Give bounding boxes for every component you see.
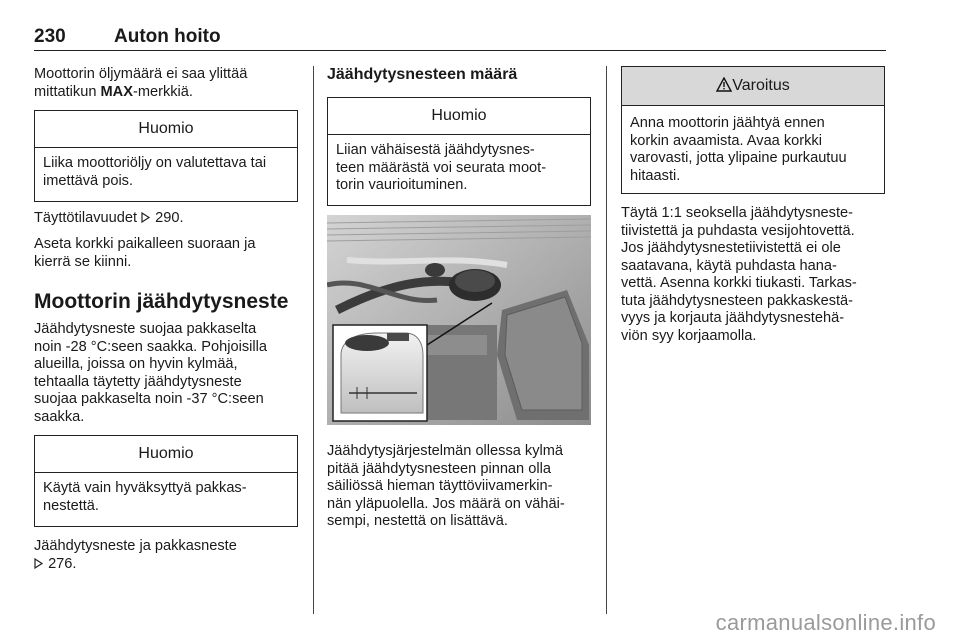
- intro-line-1: Moottorin öljymäärä ei saa ylittää: [34, 66, 248, 82]
- warning-box: [621, 66, 885, 194]
- engine-bay-photo: [327, 215, 591, 425]
- note-line: Liian vähäisestä jäähdytysnes-: [336, 142, 535, 158]
- note-title: Huomio: [328, 98, 590, 135]
- note-box-antifreeze: [34, 435, 298, 527]
- warning-line: Anna moottorin jäähtyä ennen: [630, 115, 825, 131]
- column-divider-1: [313, 66, 314, 614]
- warning-line: korkin avaamista. Avaa korkki: [630, 132, 822, 149]
- coolant-level-text: Jäähdytysjärjestelmän ollessa kylmä pitää jäähdytysnesteen pinnan olla säiliössä hieman täyttöviivamerkin- nän yläpuolella. Jos määrä on vähäi- sempi, nestettä on lisättävä.: [327, 443, 565, 529]
- antifreeze-page[interactable]: 276.: [48, 555, 77, 572]
- note-title: Huomio: [35, 111, 297, 148]
- column-divider-2: [606, 66, 607, 614]
- page-reference-icon[interactable]: [34, 556, 48, 572]
- antifreeze-ref: Jäähdytysneste ja pakkasneste 276.: [34, 538, 237, 572]
- intro-line-2: mittatikun MAX-merkkiä.: [34, 83, 193, 100]
- section-title: Auton hoito: [114, 26, 221, 47]
- warning-line: hitaasti.: [630, 167, 681, 184]
- section-heading-coolant: Moottorin jäähdytysneste: [34, 290, 289, 313]
- watermark: carmanualsonline.info: [715, 610, 936, 635]
- note-box-oil: [34, 110, 298, 202]
- max-mark: MAX: [100, 83, 133, 100]
- capacities-ref: Täyttötilavuudet 290.: [34, 210, 184, 226]
- column-1: [34, 66, 302, 101]
- page-header: [34, 24, 886, 51]
- note-line: imettävä pois.: [43, 172, 134, 189]
- coolant-text: Jäähdytysneste suojaa pakkaselta noin -28 °C:seen saakka. Pohjoisilla alueilla, joissa on hyvin kylmää, tehtaalla täytetty jäähdytysneste suojaa pakkaselta noin -37 °C:seen saakka.: [34, 321, 267, 425]
- warning-line: varovasti, jotta ylipaine purkautuu: [630, 150, 847, 166]
- refit-text: Aseta korkki paikalleen suoraan ja kierrä se kiinni.: [34, 236, 256, 270]
- note-line: torin vaurioituminen.: [336, 177, 468, 193]
- page-reference-icon[interactable]: [141, 210, 155, 226]
- capacities-page[interactable]: 290.: [155, 210, 184, 226]
- page-number: 230: [34, 26, 66, 47]
- note-box-low-coolant: [327, 97, 591, 206]
- note-title: Huomio: [35, 436, 297, 473]
- note-line: teen määrästä voi seurata moot-: [336, 159, 547, 176]
- fill-instructions: Täytä 1:1 seoksella jäähdytysneste- tiivistettä ja puhdasta vesijohtovettä. Jos jäähdytysnestetiivistettä ei ole saatavana, käytä puhdasta hana- vettä. Asenna korkki tiukasti. Tarkas- tuta jäähdytysnesteen pakkaskestä- vyys ja korjauta jäähdytysnestehä- viön syy korjaamolla.: [621, 205, 857, 344]
- note-line: nestettä.: [43, 497, 99, 514]
- section-heading-coolant-level: Jäähdytysnesteen määrä: [327, 66, 518, 83]
- note-line: Liika moottoriöljy on valutettava tai: [43, 155, 267, 171]
- warning-header: [622, 67, 884, 106]
- warning-triangle-icon: [716, 77, 732, 95]
- note-line: Käytä vain hyväksyttyä pakkas-: [43, 480, 247, 496]
- warning-title: Varoitus: [732, 77, 790, 94]
